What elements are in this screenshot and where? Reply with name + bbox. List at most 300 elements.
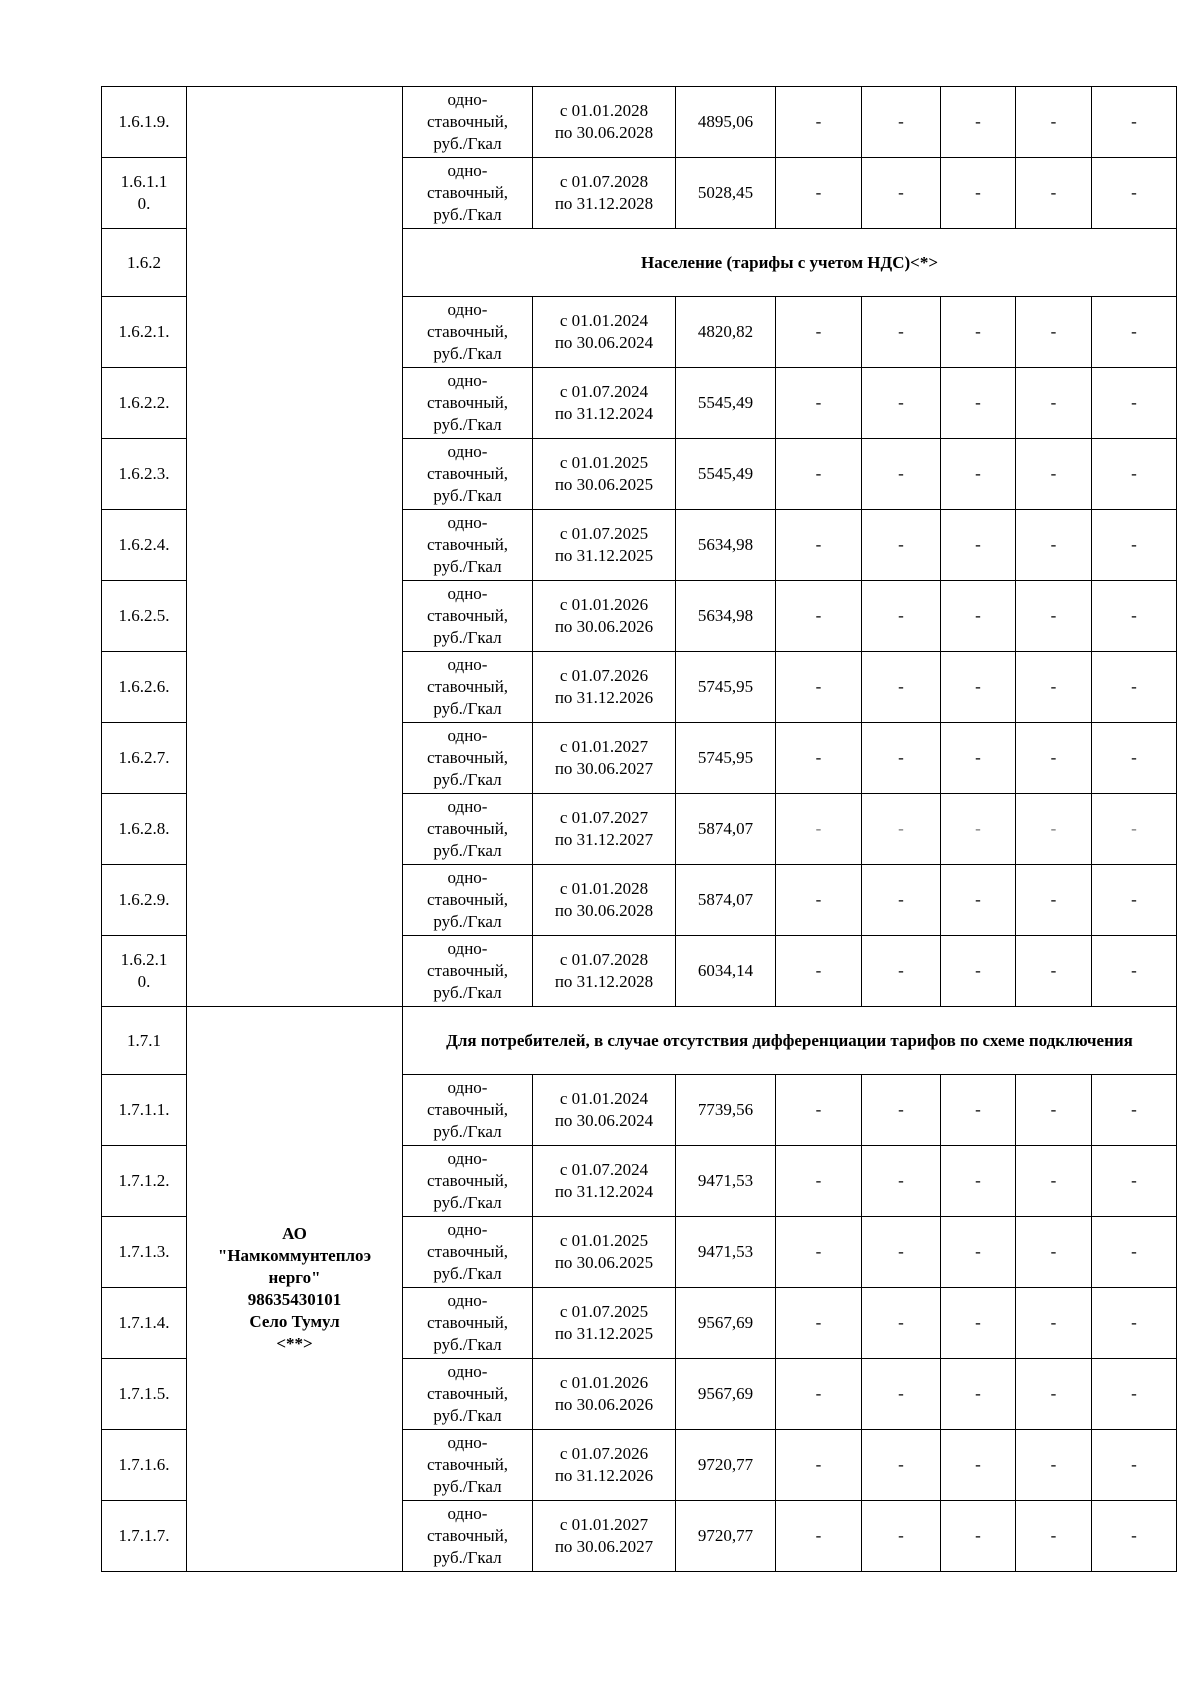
tariff-table-body [102,87,1177,1572]
period-line: по 30.06.2028 [554,901,654,920]
tariff-value: 5545,49 [676,368,776,439]
empty-value-cell: - [1016,1146,1092,1217]
empty-value-cell: - [941,723,1016,794]
row-number-part: 0. [137,972,151,991]
empty-value-cell: - [776,1501,862,1572]
period-cell [533,1359,676,1430]
empty-value-cell: - [1092,936,1177,1007]
tariff-unit-line: ставочный, [426,606,509,625]
organization-line: Село Тумул [249,1312,340,1331]
empty-value-cell: - [1016,865,1092,936]
row-number-part: 1.7.1.4. [118,1313,170,1332]
tariff-unit-line: ставочный, [426,819,509,838]
empty-value-cell: - [776,1146,862,1217]
empty-value-cell: - [862,936,941,1007]
row-number-part: 1.6.1.1 [120,172,168,191]
period-cell [533,1501,676,1572]
table-row [102,87,1177,158]
period-line: с 01.01.2028 [559,101,649,120]
empty-value-cell: - [941,1430,1016,1501]
empty-value-cell: - [1016,723,1092,794]
row-number-part: 1.7.1.5. [118,1384,170,1403]
tariff-value: 9471,53 [676,1146,776,1217]
tariff-unit-cell [403,1075,533,1146]
period-line: с 01.01.2028 [559,879,649,898]
period-line: с 01.07.2026 [559,1444,649,1463]
tariff-unit-line: руб./Гкал [433,1193,502,1212]
period-line: по 31.12.2025 [554,546,654,565]
period-line: с 01.07.2025 [559,1302,649,1321]
organization-line: 98635430101 [247,1290,342,1309]
tariff-unit-line: одно- [447,161,488,180]
empty-value-cell: - [776,936,862,1007]
tariff-unit-line: одно- [447,655,488,674]
section-number: 1.6.2 [102,229,187,297]
row-number [102,1288,187,1359]
period-cell [533,794,676,865]
empty-value-cell: - [1092,439,1177,510]
tariff-unit-line: одно- [447,1149,488,1168]
row-number-part: 1.7.1.3. [118,1242,170,1261]
tariff-unit-cell [403,723,533,794]
empty-value-cell: - [776,368,862,439]
empty-value-cell: - [1016,1217,1092,1288]
empty-value-cell: - [941,368,1016,439]
tariff-unit-cell [403,1359,533,1430]
tariff-unit-line: ставочный, [426,1384,509,1403]
row-number [102,158,187,229]
empty-value-cell: - [862,1430,941,1501]
empty-value-cell: - [1016,1501,1092,1572]
empty-value-cell: - [862,368,941,439]
section-number: 1.7.1 [102,1007,187,1075]
tariff-value: 5874,07 [676,865,776,936]
row-number-part: 1.6.2.3. [118,464,170,483]
row-number-part: 1.6.2.6. [118,677,170,696]
row-number [102,865,187,936]
tariff-unit-line: одно- [447,1291,488,1310]
tariff-unit-line: ставочный, [426,1100,509,1119]
empty-value-cell: - [776,652,862,723]
period-cell [533,368,676,439]
tariff-unit-line: руб./Гкал [433,1477,502,1496]
empty-value-cell: - [1016,439,1092,510]
empty-value-cell: - [1092,652,1177,723]
empty-value-cell: - [941,1217,1016,1288]
period-cell [533,1288,676,1359]
organization-cell-empty [187,87,403,1007]
empty-value-cell: - [862,865,941,936]
empty-value-cell: - [862,87,941,158]
empty-value-cell: - [862,1288,941,1359]
period-line: по 31.12.2026 [554,1466,654,1485]
empty-value-cell: - [776,439,862,510]
period-line: по 30.06.2027 [554,1537,654,1556]
empty-value-cell: - [1016,581,1092,652]
empty-value-cell: - [1016,936,1092,1007]
row-number [102,1075,187,1146]
period-line: с 01.01.2027 [559,1515,649,1534]
empty-value-cell: - [862,581,941,652]
empty-value-cell: - [1092,865,1177,936]
tariff-unit-line: одно- [447,300,488,319]
tariff-table [101,86,1177,1572]
tariff-unit-line: руб./Гкал [433,205,502,224]
tariff-unit-line: ставочный, [426,535,509,554]
organization-line: нерго" [268,1268,321,1287]
tariff-unit-line: ставочный, [426,677,509,696]
period-cell [533,1146,676,1217]
empty-value-cell: - [862,794,941,865]
empty-value-cell: - [941,510,1016,581]
empty-value-cell: - [941,1146,1016,1217]
period-cell [533,936,676,1007]
tariff-unit-cell [403,368,533,439]
tariff-unit-line: одно- [447,513,488,532]
row-number [102,368,187,439]
empty-value-cell: - [1092,1430,1177,1501]
tariff-unit-line: одно- [447,371,488,390]
tariff-unit-line: ставочный, [426,1313,509,1332]
empty-value-cell: - [941,1501,1016,1572]
empty-value-cell: - [1016,368,1092,439]
empty-value-cell: - [941,936,1016,1007]
tariff-unit-line: руб./Гкал [433,344,502,363]
tariff-unit-line: одно- [447,1362,488,1381]
empty-value-cell: - [941,158,1016,229]
section-row [102,1007,1177,1075]
period-line: с 01.01.2024 [559,1089,649,1108]
tariff-value: 9567,69 [676,1359,776,1430]
tariff-unit-line: одно- [447,90,488,109]
empty-value-cell: - [862,1217,941,1288]
row-number [102,581,187,652]
section-title: Население (тарифы с учетом НДС)<*> [403,229,1177,297]
row-number [102,1217,187,1288]
period-line: с 01.07.2028 [559,172,649,191]
empty-value-cell: - [776,865,862,936]
tariff-unit-line: руб./Гкал [433,1335,502,1354]
tariff-value: 9567,69 [676,1288,776,1359]
tariff-unit-line: руб./Гкал [433,557,502,576]
tariff-unit-cell [403,794,533,865]
empty-value-cell: - [941,87,1016,158]
empty-value-cell: - [862,1146,941,1217]
period-cell [533,652,676,723]
tariff-unit-line: ставочный, [426,183,509,202]
empty-value-cell: - [776,1359,862,1430]
row-number-part: 1.6.2.4. [118,535,170,554]
tariff-unit-cell [403,510,533,581]
empty-value-cell: - [776,723,862,794]
tariff-unit-line: одно- [447,726,488,745]
period-cell [533,297,676,368]
empty-value-cell: - [1016,297,1092,368]
row-number-part: 0. [137,194,151,213]
tariff-unit-cell [403,87,533,158]
period-cell [533,581,676,652]
period-line: по 30.06.2024 [554,333,654,352]
tariff-value: 4820,82 [676,297,776,368]
tariff-unit-line: ставочный, [426,112,509,131]
period-line: с 01.07.2028 [559,950,649,969]
tariff-unit-cell [403,1430,533,1501]
empty-value-cell: - [1092,581,1177,652]
empty-value-cell: - [1092,510,1177,581]
tariff-value: 6034,14 [676,936,776,1007]
tariff-unit-line: одно- [447,584,488,603]
tariff-unit-line: ставочный, [426,1171,509,1190]
empty-value-cell: - [941,581,1016,652]
empty-value-cell: - [776,87,862,158]
empty-value-cell: - [862,1501,941,1572]
row-number [102,936,187,1007]
tariff-unit-line: ставочный, [426,1455,509,1474]
empty-value-cell: - [941,439,1016,510]
tariff-unit-cell [403,1217,533,1288]
tariff-value: 9471,53 [676,1217,776,1288]
tariff-unit-cell [403,158,533,229]
empty-value-cell: - [1092,1288,1177,1359]
row-number [102,1146,187,1217]
tariff-unit-line: руб./Гкал [433,841,502,860]
period-cell [533,723,676,794]
empty-value-cell: - [1016,652,1092,723]
organization-line: "Намкоммунтеплоэ [217,1246,372,1265]
empty-value-cell: - [1092,1501,1177,1572]
period-line: по 31.12.2028 [554,972,654,991]
empty-value-cell: - [862,510,941,581]
row-number [102,794,187,865]
empty-value-cell: - [1016,510,1092,581]
empty-value-cell: - [776,794,862,865]
tariff-value: 5745,95 [676,723,776,794]
empty-value-cell: - [1092,297,1177,368]
tariff-unit-line: одно- [447,1078,488,1097]
row-number-part: 1.7.1.2. [118,1171,170,1190]
empty-value-cell: - [1016,158,1092,229]
empty-value-cell: - [1092,368,1177,439]
tariff-unit-cell [403,936,533,1007]
tariff-unit-cell [403,297,533,368]
period-line: с 01.01.2024 [559,311,649,330]
tariff-value: 4895,06 [676,87,776,158]
empty-value-cell: - [776,581,862,652]
period-cell [533,1075,676,1146]
tariff-unit-line: ставочный, [426,890,509,909]
tariff-unit-line: руб./Гкал [433,134,502,153]
tariff-value: 5634,98 [676,581,776,652]
empty-value-cell: - [1016,1288,1092,1359]
period-line: с 01.01.2027 [559,737,649,756]
period-line: с 01.07.2025 [559,524,649,543]
period-line: с 01.07.2024 [559,382,649,401]
tariff-value: 7739,56 [676,1075,776,1146]
tariff-unit-cell [403,581,533,652]
row-number-part: 1.7.1.7. [118,1526,170,1545]
tariff-unit-line: ставочный, [426,1526,509,1545]
tariff-unit-cell [403,1146,533,1217]
tariff-value: 5634,98 [676,510,776,581]
empty-value-cell: - [1092,1217,1177,1288]
row-number-part: 1.6.2.7. [118,748,170,767]
period-cell [533,865,676,936]
period-line: с 01.01.2025 [559,1231,649,1250]
empty-value-cell: - [1092,1359,1177,1430]
empty-value-cell: - [776,1217,862,1288]
row-number-part: 1.6.2.1 [120,950,168,969]
tariff-value: 5545,49 [676,439,776,510]
tariff-unit-line: ставочный, [426,322,509,341]
row-number-part: 1.6.2.9. [118,890,170,909]
row-number [102,723,187,794]
period-line: с 01.01.2026 [559,1373,649,1392]
empty-value-cell: - [776,1430,862,1501]
empty-value-cell: - [1092,1075,1177,1146]
tariff-unit-cell [403,865,533,936]
tariff-unit-line: руб./Гкал [433,1122,502,1141]
period-cell [533,1217,676,1288]
tariff-unit-line: руб./Гкал [433,628,502,647]
tariff-unit-line: руб./Гкал [433,1264,502,1283]
period-line: с 01.07.2024 [559,1160,649,1179]
row-number-part: 1.6.2.8. [118,819,170,838]
period-line: по 30.06.2026 [554,1395,654,1414]
tariff-unit-cell [403,652,533,723]
tariff-unit-line: одно- [447,1504,488,1523]
row-number-part: 1.6.2.2. [118,393,170,412]
empty-value-cell: - [776,297,862,368]
tariff-unit-line: ставочный, [426,748,509,767]
empty-value-cell: - [776,1075,862,1146]
tariff-unit-line: одно- [447,797,488,816]
empty-value-cell: - [1016,1075,1092,1146]
period-line: по 31.12.2027 [554,830,654,849]
row-number [102,510,187,581]
period-line: по 30.06.2024 [554,1111,654,1130]
tariff-unit-line: руб./Гкал [433,983,502,1002]
empty-value-cell: - [941,1288,1016,1359]
tariff-value: 5745,95 [676,652,776,723]
empty-value-cell: - [1092,158,1177,229]
tariff-unit-line: руб./Гкал [433,699,502,718]
row-number-part: 1.7.1.6. [118,1455,170,1474]
tariff-unit-line: ставочный, [426,1242,509,1261]
organization-line: АО [282,1224,307,1243]
tariff-value: 5874,07 [676,794,776,865]
period-cell [533,439,676,510]
section-title: Для потребителей, в случае отсутствия дифференциации тарифов по схеме подключения [403,1007,1177,1075]
period-cell [533,510,676,581]
period-line: по 31.12.2025 [554,1324,654,1343]
period-cell [533,87,676,158]
tariff-unit-line: одно- [447,868,488,887]
row-number [102,87,187,158]
empty-value-cell: - [776,158,862,229]
row-number [102,1501,187,1572]
tariff-value: 9720,77 [676,1430,776,1501]
period-line: с 01.07.2026 [559,666,649,685]
empty-value-cell: - [941,865,1016,936]
row-number [102,1359,187,1430]
empty-value-cell: - [862,1075,941,1146]
period-line: по 31.12.2024 [554,404,654,423]
tariff-unit-line: одно- [447,442,488,461]
empty-value-cell: - [1092,87,1177,158]
row-number [102,297,187,368]
period-line: с 01.01.2025 [559,453,649,472]
tariff-unit-line: ставочный, [426,961,509,980]
tariff-unit-line: одно- [447,1433,488,1452]
empty-value-cell: - [941,297,1016,368]
period-cell [533,158,676,229]
empty-value-cell: - [862,297,941,368]
tariff-unit-line: одно- [447,939,488,958]
tariff-unit-line: руб./Гкал [433,1548,502,1567]
tariff-unit-line: руб./Гкал [433,415,502,434]
row-number-part: 1.6.1.9. [118,112,170,131]
tariff-value: 9720,77 [676,1501,776,1572]
row-number [102,1430,187,1501]
empty-value-cell: - [776,510,862,581]
tariff-value: 5028,45 [676,158,776,229]
empty-value-cell: - [862,439,941,510]
tariff-unit-line: руб./Гкал [433,1406,502,1425]
tariff-unit-cell [403,1501,533,1572]
empty-value-cell: - [1092,1146,1177,1217]
period-line: по 30.06.2028 [554,123,654,142]
empty-value-cell: - [1016,794,1092,865]
empty-value-cell: - [941,1075,1016,1146]
period-line: по 31.12.2026 [554,688,654,707]
empty-value-cell: - [862,158,941,229]
empty-value-cell: - [1016,1359,1092,1430]
row-number-part: 1.6.2.1. [118,322,170,341]
period-line: по 30.06.2025 [554,1253,654,1272]
row-number [102,652,187,723]
row-number-part: 1.7.1.1. [118,1100,170,1119]
tariff-unit-line: руб./Гкал [433,770,502,789]
period-line: по 31.12.2024 [554,1182,654,1201]
empty-value-cell: - [941,652,1016,723]
period-line: по 30.06.2026 [554,617,654,636]
organization-cell [187,1007,403,1572]
tariff-unit-line: одно- [447,1220,488,1239]
organization-line: <**> [276,1334,313,1353]
tariff-unit-line: ставочный, [426,464,509,483]
period-line: по 30.06.2027 [554,759,654,778]
period-cell [533,1430,676,1501]
period-line: по 30.06.2025 [554,475,654,494]
row-number-part: 1.6.2.5. [118,606,170,625]
period-line: по 31.12.2028 [554,194,654,213]
tariff-unit-line: руб./Гкал [433,912,502,931]
empty-value-cell: - [1016,87,1092,158]
empty-value-cell: - [1092,723,1177,794]
empty-value-cell: - [941,794,1016,865]
empty-value-cell: - [776,1288,862,1359]
empty-value-cell: - [1016,1430,1092,1501]
tariff-unit-cell [403,439,533,510]
empty-value-cell: - [1092,794,1177,865]
tariff-unit-line: ставочный, [426,393,509,412]
tariff-unit-line: руб./Гкал [433,486,502,505]
period-line: с 01.07.2027 [559,808,649,827]
empty-value-cell: - [862,1359,941,1430]
row-number [102,439,187,510]
empty-value-cell: - [941,1359,1016,1430]
tariff-unit-cell [403,1288,533,1359]
